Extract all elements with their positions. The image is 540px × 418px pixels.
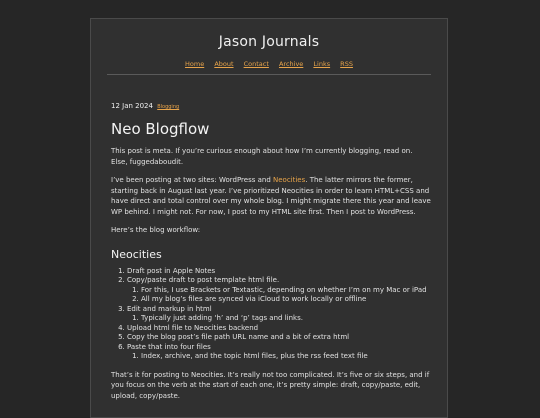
post-paragraph-3: Here’s the blog workflow: (111, 226, 201, 234)
list-item: 6. Paste that into four files 1. Index, archive, and the topic html files, plus the rss feed text file (127, 343, 447, 362)
post-date: 12 Jan 2024 (111, 102, 153, 110)
post-paragraph-1: This post is meta. If you’re curious enough about how I’m currently blogging, read on. Else, fuggedaboudit. (111, 147, 413, 166)
list-item: 1. Draft post in Apple Notes (127, 267, 447, 277)
list-item: 2. All my blog’s files are synced via iCloud to work locally or offline (141, 295, 447, 305)
list-item: 4. Upload html file to Neocities backend (127, 324, 447, 334)
nav-about-link[interactable]: About (214, 60, 234, 68)
nav-contact-link[interactable]: Contact (243, 60, 269, 68)
workflow-steps-list (111, 267, 447, 362)
list-item: 5. Copy the blog post’s file path URL name and a bit of extra html (127, 333, 447, 343)
neocities-link[interactable]: Neocities (273, 176, 306, 184)
list-item: 1. Typically just adding ‘h’ and ‘p’ tags and links. (141, 314, 447, 324)
page-container (90, 18, 448, 418)
post-paragraph-2: I’ve been posting at two sites: WordPress and Neocities. The latter mirrors the former, starting back in August last year. I’ve prioritized Neocities in order to learn HTML+CSS and have direct and total control over my whole blog. I might migrate there this year and leave WP behind. I might not. For now, I post to my HTML site first. Then I post to WordPress. (111, 176, 431, 216)
list-item: 1. For this, I use Brackets or Textastic, depending on whether I’m on my Mac or iPad (141, 286, 447, 296)
post-paragraph-4: That’s it for posting to Neocities. It’s really not too complicated. It’s five or six steps, and if you focus on the verb at the start of each one, it’s pretty simple: draft, copy/paste, edit, upload, copy/paste. (111, 370, 430, 400)
header-divider (107, 74, 431, 75)
nav-rss-link[interactable]: RSS (340, 60, 353, 68)
section-heading-neocities: Neocities (111, 247, 162, 261)
list-item: 3. Edit and markup in html 1. Typically just adding ‘h’ and ‘p’ tags and links. (127, 305, 447, 324)
list-item: 2. Copy/paste draft to post template html file. 1. For this, I use Brackets or Textastic, depending on whether I’m on my Mac or iPad 2. All my blog’s files are synced via iCloud to work locally or offline (127, 276, 447, 305)
post-meta (111, 102, 447, 110)
post-tag-link[interactable]: Blogging (157, 104, 180, 110)
nav-archive-link[interactable]: Archive (278, 60, 304, 68)
nav-home-link[interactable]: Home (185, 60, 205, 68)
post-title: Neo Blogflow (111, 120, 210, 138)
list-item: 1. Index, archive, and the topic html files, plus the rss feed text file (141, 352, 447, 362)
nav-links-link[interactable]: Links (313, 60, 331, 68)
site-title: Jason Journals (218, 34, 320, 50)
site-nav (91, 60, 447, 68)
